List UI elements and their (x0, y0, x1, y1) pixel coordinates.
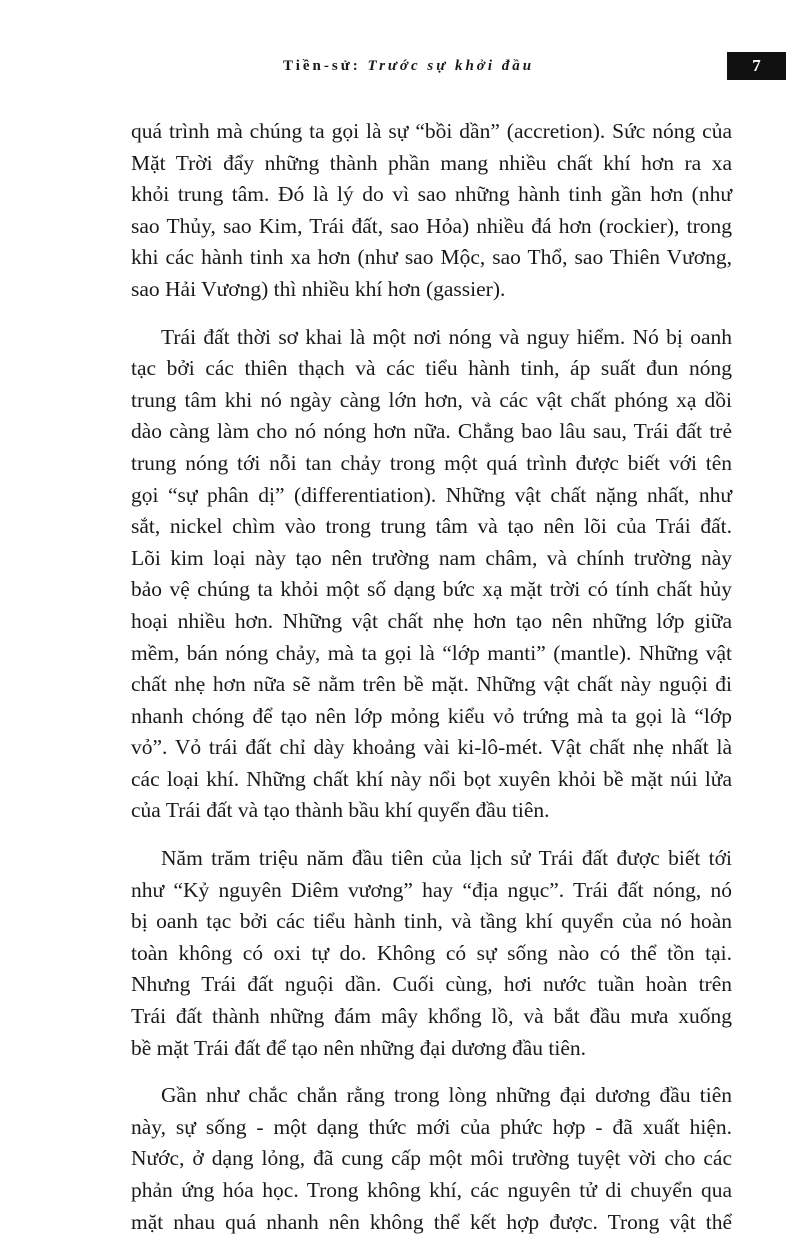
text-line: Trái đất thời sơ khai là một nơi nóng và nguy hiểm. Nó bị oanh (161, 324, 732, 349)
text-line: Nhưng Trái đất nguội dần. Cuối cùng, hơi nước tuần hoàn trên (131, 972, 732, 997)
text-line: quá trình mà chúng ta gọi là sự “bồi dần” (accretion). Sức nóng của (131, 119, 732, 143)
text-line: Trái đất thành những đám mây khổng lồ, và bắt đầu mưa xuống (131, 1004, 732, 1029)
text-line: vỏ”. Vỏ trái đất chỉ dày khoảng vài ki-lô-mét. Vật chất nhẹ nhất là (131, 735, 732, 760)
text-line: này, sự sống - một dạng thức mới của phức hợp - đã xuất hiện. (131, 1114, 732, 1139)
running-title-subtitle: Trước sự khởi đầu (367, 58, 535, 74)
text-line: mặt nhau quá nhanh nên không thể kết hợp được. Trong vật thể (131, 1209, 732, 1234)
text-line: trung nóng tới nỗi tan chảy trong một quá trình được biết với tên (131, 450, 732, 475)
text-line: chất nhẹ hơn nữa sẽ nằm trên bề mặt. Những vật chất này nguội đi (131, 672, 732, 697)
text-line: nhanh chóng để tạo nên lớp mỏng kiểu vỏ trứng mà ta gọi là “lớp (131, 703, 732, 728)
text-line: khỏi trung tâm. Đó là lý do vì sao những hành tinh gần hơn (như (131, 182, 732, 207)
text-line: toàn không có oxi tự do. Không có sự sống nào có thể tồn tại. (131, 940, 732, 965)
body-text (131, 116, 732, 1254)
page-number: 7 (727, 52, 786, 80)
text-line: bảo vệ chúng ta khỏi một số dạng bức xạ mặt trời có tính chất hủy (131, 577, 732, 602)
text-line: Lõi kim loại này tạo nên trường nam châm, và chính trường này (131, 545, 732, 570)
text-line: Nước, ở dạng lỏng, đã cung cấp một môi trường tuyệt vời cho các (131, 1146, 732, 1171)
text-line: bề mặt Trái đất để tạo nên những đại dương đầu tiên. (131, 1035, 587, 1060)
text-line: phản ứng hóa học. Trong không khí, các nguyên tử di chuyển qua (131, 1178, 732, 1202)
paragraph (131, 843, 732, 1064)
text-line: của Trái đất và tạo thành bầu khí quyển đầu tiên. (131, 798, 550, 823)
text-line: các loại khí. Những chất khí này nổi bọt xuyên khỏi bề mặt núi lửa (131, 766, 732, 791)
text-line: hoại nhiều hơn. Những vật chất nhẹ hơn tạo nên những lớp giữa (131, 608, 732, 633)
text-line: bị oanh tạc bởi các tiểu hành tinh, và tầng khí quyển của nó hoàn (131, 909, 732, 934)
text-line: tạc bởi các thiên thạch và các tiểu hành tinh, áp suất đun nóng (131, 356, 732, 381)
text-line: trung tâm khi nó ngày càng lớn hơn, và các vật chất phóng xạ dồi (131, 387, 732, 412)
text-line: Gần như chắc chắn rằng trong lòng những đại dương đầu tiên (161, 1083, 732, 1108)
text-line: sắt, nickel chìm vào trong trung tâm và tạo nên lõi của Trái đất. (131, 514, 732, 539)
text-line: dào càng làm cho nó nóng hơn nữa. Chẳng bao lâu sau, Trái đất trẻ (131, 419, 732, 444)
text-line: Mặt Trời đẩy những thành phần mang nhiều chất khí hơn ra xa (131, 150, 732, 175)
text-line: sao Hải Vương) thì nhiều khí hơn (gassier). (131, 276, 506, 301)
paragraph (131, 322, 732, 828)
text-line: Năm trăm triệu năm đầu tiên của lịch sử Trái đất được biết tới (161, 846, 732, 871)
paragraph (131, 116, 732, 306)
text-line: khi các hành tinh xa hơn (như sao Mộc, sao Thổ, sao Thiên Vương, (131, 245, 732, 270)
running-title-prefix: Tiền-sử: (283, 58, 361, 74)
paragraph (131, 1080, 732, 1238)
text-line: mềm, bán nóng chảy, mà ta gọi là “lớp manti” (mantle). Những vật (131, 640, 732, 665)
text-line: sao Thủy, sao Kim, Trái đất, sao Hỏa) nhiều đá hơn (rockier), trong (131, 213, 732, 238)
running-head (0, 52, 800, 84)
text-line: gọi “sự phân dị” (differentiation). Những vật chất nặng nhất, như (131, 482, 732, 507)
running-title (283, 58, 534, 75)
text-line: như “Kỷ nguyên Diêm vương” hay “địa ngục”. Trái đất nóng, nó (131, 877, 732, 902)
